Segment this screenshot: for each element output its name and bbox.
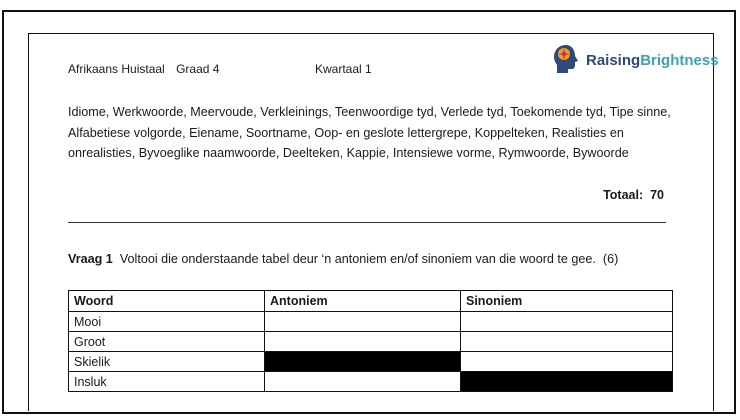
word-cell: Skielik [69, 352, 265, 372]
total-label: Totaal: [603, 188, 644, 202]
grade-label: Graad 4 [176, 62, 220, 76]
quarter-label: Kwartaal 1 [315, 62, 372, 76]
antonym-answer-cell[interactable] [265, 312, 461, 332]
synonym-answer-cell[interactable] [461, 312, 673, 332]
section-divider [68, 222, 666, 223]
table-row [69, 332, 673, 352]
raising-brightness-logo [552, 42, 719, 78]
topics-list: Idiome, Werkwoorde, Meervoude, Verkleinings, Teenwoordige tyd, Verlede tyd, Toekomende tyd, Tipe sinne, Alfabetiese volgorde, Eiename, Soortname, Oop- en geslote lettergrepe, Koppelteken, Realisties en onrealisties, Byvoeglike naamwoorde, Deelteken, Kappie, Intensiewe vorme, Rymwoorde, Bywoorde [68, 105, 671, 160]
word-cell: Insluk [69, 372, 265, 392]
total-marks [603, 188, 664, 202]
antonym-answer-cell[interactable] [265, 332, 461, 352]
worksheet-header [68, 62, 372, 76]
logo-wordmark [586, 52, 719, 69]
word-cell: Mooi [69, 312, 265, 332]
synonym-answer-cell[interactable] [461, 332, 673, 352]
synonym-answer-cell[interactable] [461, 352, 673, 372]
logo-word-raising: Raising [586, 51, 641, 69]
header-antonym: Antoniem [265, 291, 461, 312]
subject-label: Afrikaans Huistaal [68, 62, 165, 76]
question-1 [68, 252, 618, 266]
header-word: Woord [69, 291, 265, 312]
antonym-synonym-table [68, 290, 673, 392]
word-cell: Groot [69, 332, 265, 352]
table-header-row [69, 291, 673, 312]
question-number: Vraag 1 [68, 252, 113, 266]
logo-word-brightness: Brightness [640, 51, 719, 69]
table-row [69, 372, 673, 392]
table-row [69, 352, 673, 372]
table-row [69, 312, 673, 332]
total-value: 70 [650, 188, 664, 202]
synonym-cell-blacked [461, 372, 673, 392]
antonym-answer-cell[interactable] [265, 372, 461, 392]
head-silhouette-icon [552, 43, 582, 77]
header-synonym: Sinoniem [461, 291, 673, 312]
antonym-cell-blacked [265, 352, 461, 372]
question-text: Voltooi die onderstaande tabel deur ‘n antoniem en/of sinoniem van die woord te gee. [119, 252, 596, 266]
question-marks: (6) [602, 252, 619, 266]
